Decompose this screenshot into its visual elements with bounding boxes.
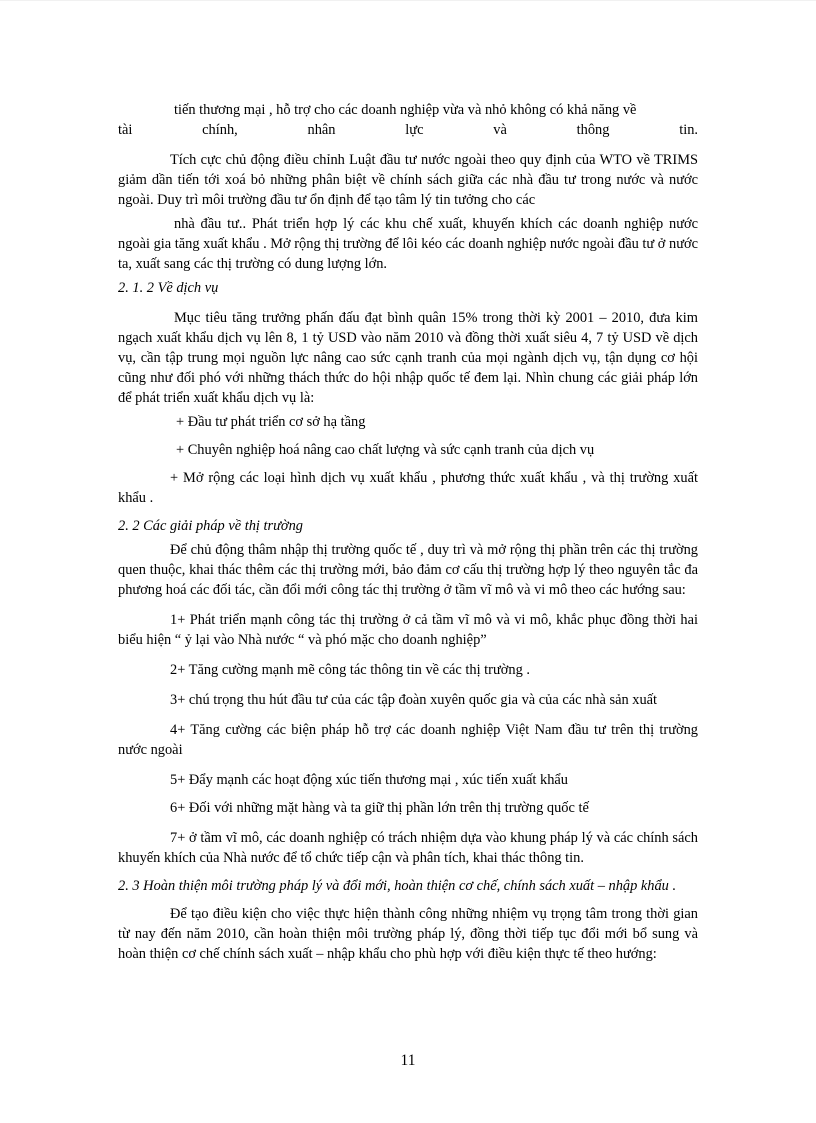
bullet-item: + Đầu tư phát triển cơ sở hạ tầng [176, 414, 366, 430]
numbered-item: 2+ Tăng cường mạnh mẽ công tác thông tin về các thị trường . [170, 662, 530, 678]
document-page [118, 100, 698, 964]
numbered-item: 7+ ở tầm vĩ mô, các doanh nghiệp có trách nhiệm dựa vào khung pháp lý và các chính sách khuyến khích của Nhà nước để tổ chức tiếp cận và phân tích, khai thác thông tin. [118, 830, 698, 866]
page-edge [0, 0, 816, 1]
paragraph: Để tạo điều kiện cho việc thực hiện thành công những nhiệm vụ trọng tâm trong thời gian từ nay đến năm 2010, cần hoàn thiện môi trường pháp lý, đồng thời tiếp tục đổi mới bổ sung và hoàn thiện cơ chế chính sách xuất – nhập khẩu cho phù hợp với điều kiện thực tế theo hướng: [118, 906, 698, 962]
section-heading: 2. 1. 2 Về dịch vụ [118, 280, 219, 296]
numbered-item: 4+ Tăng cường các biện pháp hỗ trợ các doanh nghiệp Việt Nam đầu tư trên thị trường nước ngoài [118, 722, 698, 758]
paragraph: Để chủ động thâm nhập thị trường quốc tế , duy trì và mở rộng thị phần trên các thị trường quen thuộc, khai thác thêm các thị trường mới, bảo đảm cơ cấu thị trường hợp lý theo nguyên tắc đa phương hoá các đối tác, cần đổi mới công tác thị trường ở tầm vĩ mô và vi mô theo các hướng sau: [118, 542, 698, 598]
numbered-item: 5+ Đẩy mạnh các hoạt động xúc tiến thương mại , xúc tiến xuất khẩu [170, 772, 568, 788]
paragraph: nhà đầu tư.. Phát triển hợp lý các khu chế xuất, khuyến khích các doanh nghiệp nước ngoài gia tăng xuất khẩu . Mở rộng thị trường để lôi kéo các doanh nghiệp nước ngoài đầu tư ở nước ta, xuất sang các thị trường có dung lượng lớn. [118, 216, 698, 272]
numbered-item: 3+ chú trọng thu hút đầu tư của các tập đoàn xuyên quốc gia và của các nhà sản xuất [170, 692, 658, 708]
paragraph: tài chính, nhân lực và thông tin. [118, 122, 698, 138]
section-heading: 2. 3 Hoàn thiện môi trường pháp lý và đổi mới, hoàn thiện cơ chế, chính sách xuất – nhập khẩu . [118, 878, 677, 894]
paragraph: Tích cực chủ động điều chỉnh Luật đầu tư nước ngoài theo quy định của WTO về TRIMS giảm dần tiến tới xoá bỏ những phân biệt về chính sách giữa các nhà đầu tư trong nước và nước ngoài. Duy trì môi trường đầu tư ổn định để tạo tâm lý tin tưởng cho các [118, 152, 698, 208]
numbered-item: 6+ Đối với những mặt hàng và ta giữ thị phần lớn trên thị trường quốc tế [170, 800, 589, 816]
section-heading: 2. 2 Các giải pháp về thị trường [118, 518, 304, 534]
paragraph: tiến thương mại , hỗ trợ cho các doanh nghiệp vừa và nhỏ không có khả năng về [174, 102, 637, 118]
paragraph: Mục tiêu tăng trưởng phấn đấu đạt bình quân 15% trong thời kỳ 2001 – 2010, đưa kim ngạch xuất khẩu dịch vụ lên 8, 1 tỷ USD vào năm 2010 và đồng thời xuất siêu 4, 7 tỷ USD về dịch vụ, cần tập trung mọi nguồn lực nâng cao sức cạnh tranh của mọi ngành dịch vụ, tận dụng cơ hội cũng như đối phó với những thách thức do hội nhập quốc tế đem lại. Nhìn chung các giải pháp lớn để phát triển xuất khẩu dịch vụ là: [118, 310, 698, 406]
bullet-item: + Chuyên nghiệp hoá nâng cao chất lượng và sức cạnh tranh của dịch vụ [176, 442, 595, 458]
numbered-item: 1+ Phát triển mạnh công tác thị trường ở cả tầm vĩ mô và vi mô, khắc phục đồng thời hai biểu hiện “ ỷ lại vào Nhà nước “ và phó mặc cho doanh nghiệp” [118, 612, 698, 648]
bullet-item: + Mở rộng các loại hình dịch vụ xuất khẩu , phương thức xuất khẩu , và thị trường xuất khẩu . [118, 470, 698, 506]
page-number: 11 [400, 1052, 416, 1069]
